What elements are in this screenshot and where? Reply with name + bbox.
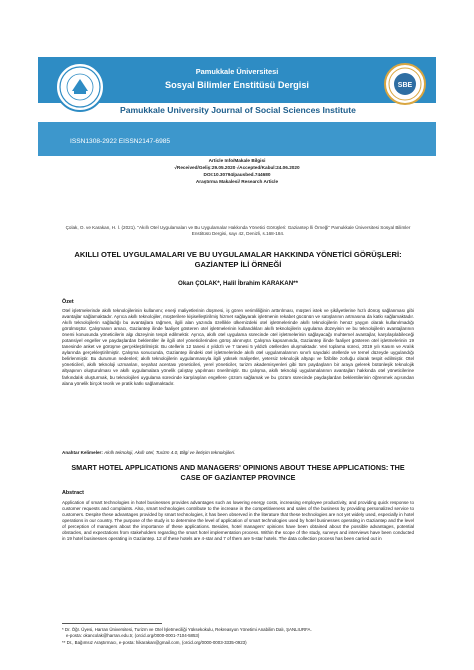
ozet-body: Otel işletmelerinde akıllı teknolojilerinin kullanımı; enerji maliyetlerinin düşmesi, iş gören verimliliğinin arttırılması, müşteri istek ve şikâyetlerine hızlı dönüş sağlanması gibi avantajlar sağlamaktadır. Ayrıca akıllı teknolojiler, müşterilere kişiselleştirilmiş hizmet sağlayarak işletmenin rekabet gücünün ve satışlarının artmasına da katkı sağlamaktadır. Akıllı teknolojilerin sağladığı bu avantajlara rağmen, ilgili alan yazında özellikle ülkemizdeki otel işletmelerinde akıllı teknolojilerin henüz yaygın olarak kullanılmadığı görülmüştür. Çalışmanın amacı, Gaziantep ilinde faaliyet gösteren otel işletmelerinin kullandıkları akıllı teknolojilerin uygulama düzeyinin ve bu teknolojilerin avantajlarının önemi konusunda yöneticilerin algı düzeyinin tespit edilmektir. Ayrıca, akıllı otel uygulama sürecinde otel işletmelerinin sağlayacağı muhtemel avantajlar, karşılaşılabileceği potansiyel engeller ve paydaşlardan beklentiler ile ilgili otel yöneticilerinden görüş alınmıştır. Çalışma kapsamında, Gaziantep ilinde faaliyet gösteren otel işletmelerinin 19 tanesinde anket ve görüşme gerçekleştirilmiştir. Bu otellerin 12 tanesi 4 yıldızlı ve 7 tanesi 5 yıldızlı otellerden oluşmaktadır. Veri toplama süreci, 2019 yılı Kasım ve Aralık aylarında gerçekleştirilmiştir. Çalışma sonucunda, Gaziantep ilindeki otel işletmelerinde akıllı otel uygulamalarının sınırlı sayıdaki otellerde ve temel düzeyde uygulandığı belirlenmiştir. Bu durumun nedenleri; akıllı teknolojilerin uygulanmasıyla ilgili yüksek maliyetler, yetersiz teknolojik altyapı ve fiziblite zorluğu olarak tespit edilmiştir. Otel yöneticileri, akıllı teknoloji uzmanları, seyahat acentası yöneticileri, yerel yöneticiler, turizm akademisyenleri gibi tüm paydaşların bir araya gelerek bütünleşik teknolojik altyapının oluşturulması ve akıllı uygulamalara yönelik çalıştay yapılması önerilmiştir. Bu çalışma, akıllı teknoloji uygulamalarının avantajları hakkında otel yöneticilerine farkındalık oluşturmak, bu teknolojileri uygulama sürecinde karşılaşılan engellere çözüm sağlamak ve bu çözüm sürecinde paydaşlardan beklentilerinin öğrenmek açısından alana yönelik birçok teorik ve pratik katkı sağlamaktadır. bbox=[62, 308, 414, 386]
authors: Okan ÇOLAK*, Halil İbrahim KARAKAN** bbox=[178, 280, 298, 287]
keywords-list: Akıllı teknoloji, Akıllı otel, Turizm 4.0, Bilgi ve iletişim teknolojileri. bbox=[104, 450, 236, 455]
sbe-seal-icon bbox=[386, 65, 424, 103]
ozet-heading: Özet bbox=[62, 299, 74, 305]
footnote-1-contact: e-posta: okancolak@harran.edu.tr, (orcid.org/0000-0001-7104-5853) bbox=[66, 633, 200, 638]
keywords bbox=[62, 450, 414, 455]
institute-name: Sosyal Bilimler Enstitüsü Dergisi bbox=[165, 80, 309, 90]
article-info-label: Article Info/Makale Bilgisi bbox=[208, 158, 266, 163]
citation: Çolak, O. ve Karakan, H. İ. (2021). "Akıllı Otel Uygulamaları ve Bu Uygulamalar Hakkında Yönetici Görüşleri: Gaziantep İli Örneği" Pamukkale Üniversitesi Sosyal Bilimler Enstitüsü Dergisi, sayı 42, Denizli, s.168-184. bbox=[65, 225, 411, 236]
abstract-body: Application of smart technologies in hotel businesses provides advantages such as lowering energy costs, increasing employee productivity, and providing quick response to customer requests and complaints. Also, smart technologies contribute to the increase in the competitiveness and sales of the business by providing personalized service to customers. Despite these advantages provided by smart technologies, it has been observed in the literature that these technologies are not yet widely used, especially in hotel operations in our country. The purpose of the study is to determine the level of application of smart technologies used by hotel businesses operating in Gaziantep and the level of perception of managers about the importance of these applications. Besides, hotel managers' opinions have been obtained about the possible advantages, potential obstacles, and expectations from stakeholders regarding the smart hotel implementation process. Within the scope of the study, surveys and interviews have been conducted in 19 hotel businesses operating in Gaziantep. 12 of these hotels are 4-star and 7 of them are 5-star hotels. The data collection process has been carried out in bbox=[62, 500, 414, 542]
abstract-heading: Abstract bbox=[62, 490, 84, 496]
article-title-tr: AKILLI OTEL UYGULAMALARI VE BU UYGULAMALAR HAKKINDA YÖNETİCİ GÖRÜŞLERİ: GAZİANTEP İLİ ÖRNEĞİ bbox=[74, 250, 402, 269]
university-logo bbox=[55, 62, 105, 112]
keywords-label: Anahtar Kelimeler: bbox=[62, 450, 103, 455]
university-name: Pamukkale Üniversitesi bbox=[195, 67, 279, 76]
article-category: Araştırma Makalesi/ Research Article bbox=[195, 179, 279, 184]
article-title-en: SMART HOTEL APPLICATIONS AND MANAGERS' OPINIONS ABOUT THESE APPLICATIONS: THE CASE OF GAZİANTEP PROVINCE bbox=[71, 463, 405, 482]
issn-text: ISSN1308-2922 EISSN2147-6985 bbox=[70, 138, 171, 145]
footnote-rule bbox=[62, 623, 162, 624]
footnote-1: * Dr. Öğr. Üyesi, Harran Üniversitesi, Turizm ve Otel İşletmeciliği Yüksekokulu, Rekreasyon Yönetimi Anabilim Dalı, ŞANLIURFA. bbox=[62, 627, 312, 632]
journal-title-en: Pamukkale University Journal of Social Sciences Institute bbox=[120, 105, 356, 115]
footnote-2: ** Dr., Bağımsız Araştırmacı, e-posta: hikarakan@gmail.com, (orcid.org/0000-0003-3335-0923) bbox=[62, 640, 247, 645]
sbe-logo-text: SBE bbox=[397, 82, 413, 89]
article-dates: √Received/Geliş:29.05.2020 √Accepted/Kabul:24.06.2020 bbox=[174, 165, 300, 170]
university-seal-icon bbox=[58, 65, 102, 109]
sbe-logo bbox=[384, 63, 426, 105]
article-doi: DOI:10.30794/pausbed.744680 bbox=[203, 172, 271, 177]
